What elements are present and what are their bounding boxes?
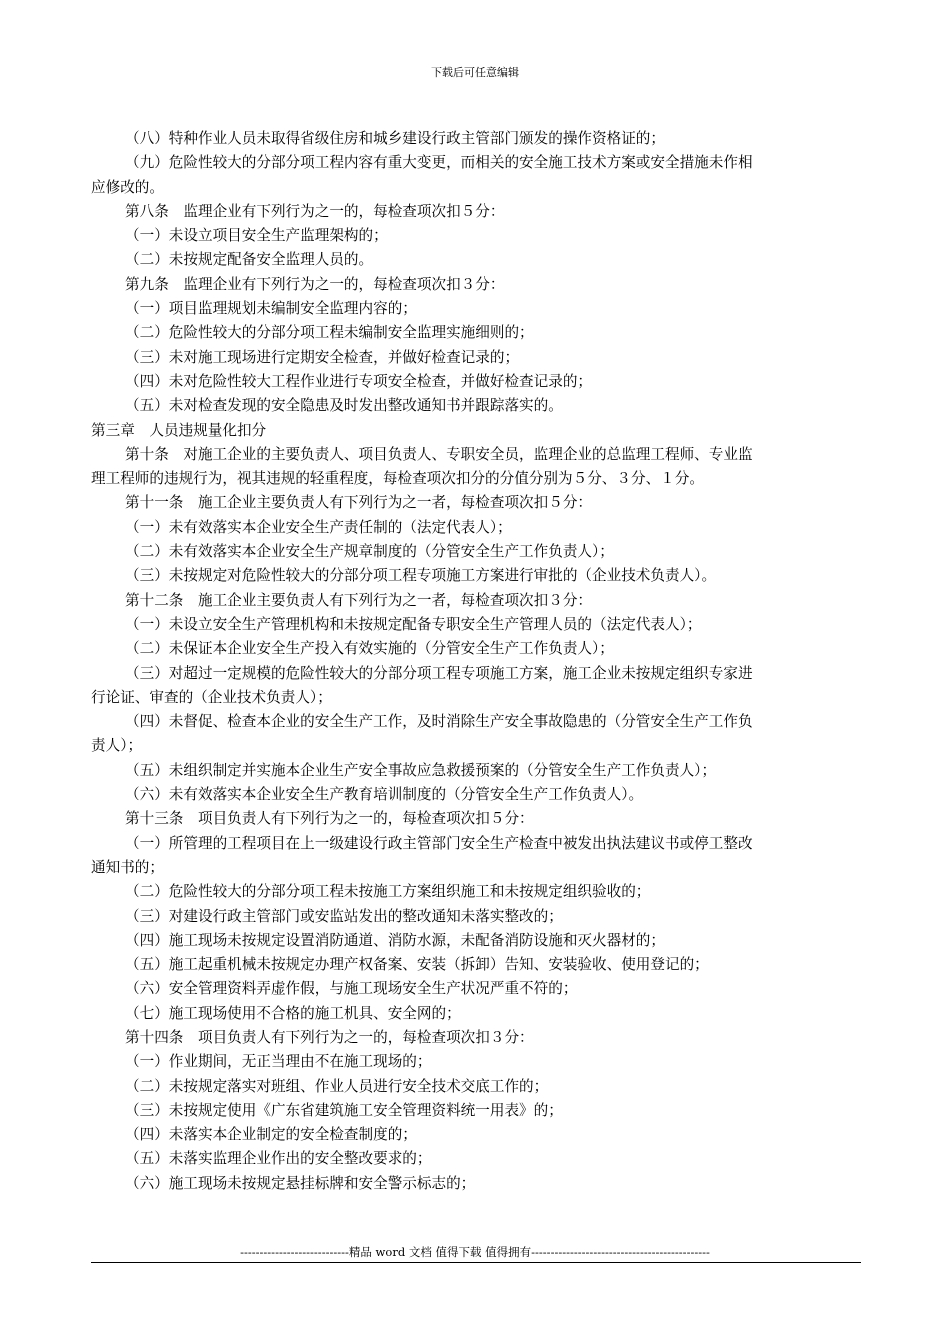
text-line: （二）危险性较大的分部分项工程未编制安全监理实施细则的； xyxy=(125,324,534,342)
text-line: 理工程师的违规行为，视其违规的轻重程度，每检查项次扣分的分值分别为５分、３分、１分。 xyxy=(91,470,704,488)
text-line: 第十二条 施工企业主要负责人有下列行为之一者，每检查项次扣３分： xyxy=(125,591,593,609)
text-line: 通知书的； xyxy=(91,858,164,876)
text-line: （八）特种作业人员未取得省级住房和城乡建设行政主管部门颁发的操作资格证的； xyxy=(125,130,665,147)
text-line: （七）施工现场使用不合格的施工机具、安全网的； xyxy=(125,1004,461,1022)
text-line: （四）未对危险性较大工程作业进行专项安全检查，并做好检查记录的； xyxy=(125,372,593,390)
text-line: （五）未落实监理企业作出的安全整改要求的； xyxy=(125,1150,432,1168)
text-line: （一）作业期间，无正当理由不在施工现场的； xyxy=(125,1053,432,1071)
text-line: 第十一条 施工企业主要负责人有下列行为之一者，每检查项次扣５分： xyxy=(125,494,593,512)
text-line: （一）未有效落实本企业安全生产责任制的（法定代表人）； xyxy=(125,518,512,536)
text-line: 第九条 监理企业有下列行为之一的，每检查项次扣３分： xyxy=(125,275,505,293)
text-line: 第十四条 项目负责人有下列行为之一的，每检查项次扣３分： xyxy=(125,1028,534,1046)
text-line: （一）未设立项目安全生产监理架构的； xyxy=(125,227,388,245)
text-line: （九）危险性较大的分部分项工程内容有重大变更，而相关的安全施工技术方案或安全措施未作相 xyxy=(125,154,753,172)
text-line: （三）对超过一定规模的危险性较大的分部分项工程专项施工方案，施工企业未按规定组织专家进 xyxy=(125,664,753,682)
text-line: （一）所管理的工程项目在上一级建设行政主管部门安全生产检查中被发出执法建议书或停工整改 xyxy=(125,834,753,852)
text-line: 行论证、审查的（企业技术负责人）； xyxy=(91,688,332,706)
text-line: （四）未落实本企业制定的安全检查制度的； xyxy=(125,1126,417,1144)
text-line: （六）施工现场未按规定悬挂标牌和安全警示标志的； xyxy=(125,1174,476,1192)
document-body xyxy=(91,127,861,1196)
text-line: （四）施工现场未按规定设置消防通道、消防水源，未配备消防设施和灭火器材的； xyxy=(125,931,665,949)
text-line: 第十条 对施工企业的主要负责人、项目负责人、专职安全员，监理企业的总监理工程师、专业监 xyxy=(125,445,753,463)
text-line: （六）安全管理资料弄虚作假，与施工现场安全生产状况严重不符的； xyxy=(125,980,578,998)
text-line: （四）未督促、检查本企业的安全生产工作，及时消除生产安全事故隐患的（分管安全生产工作负 xyxy=(125,713,753,731)
text-line: （一）未设立安全生产管理机构和未按规定配备专职安全生产管理人员的（法定代表人）； xyxy=(125,615,702,633)
text-line: （五）未组织制定并实施本企业生产安全事故应急救援预案的（分管安全生产工作负责人）； xyxy=(125,761,717,779)
text-line: （一）项目监理规划未编制安全监理内容的； xyxy=(125,300,417,318)
page-footer: ----------------------------精品 word 文档 值得下载 值得拥有---------------------------------------------- xyxy=(240,1245,710,1259)
text-line: 第三章 人员违规量化扣分 xyxy=(91,421,267,439)
footer-divider xyxy=(91,1262,861,1263)
text-line: （五）施工起重机械未按规定办理产权备案、安装（拆卸）告知、安装验收、使用登记的； xyxy=(125,956,709,974)
text-line: 第十三条 项目负责人有下列行为之一的，每检查项次扣５分： xyxy=(125,810,534,828)
text-line: （三）未按规定对危险性较大的分部分项工程专项施工方案进行审批的（企业技术负责人）。 xyxy=(125,567,717,585)
text-line: （二）危险性较大的分部分项工程未按施工方案组织施工和未按规定组织验收的； xyxy=(125,883,651,901)
page-header: 下载后可任意编辑 xyxy=(431,66,519,79)
text-line: （二）未按规定配备安全监理人员的。 xyxy=(125,251,374,269)
text-line: 责人）； xyxy=(91,737,143,755)
text-line: （三）未按规定使用《广东省建筑施工安全管理资料统一用表》的； xyxy=(125,1101,563,1119)
text-line: 应修改的。 xyxy=(91,178,164,196)
text-line: （三）未对施工现场进行定期安全检查，并做好检查记录的； xyxy=(125,348,520,366)
text-line: （二）未按规定落实对班组、作业人员进行安全技术交底工作的； xyxy=(125,1077,549,1095)
text-line: （三）对建设行政主管部门或安监站发出的整改通知未落实整改的； xyxy=(125,907,563,925)
text-line: （五）未对检查发现的安全隐患及时发出整改通知书并跟踪落实的。 xyxy=(125,397,563,415)
text-line: （二）未保证本企业安全生产投入有效实施的（分管安全生产工作负责人）； xyxy=(125,640,614,658)
text-line: 第八条 监理企业有下列行为之一的，每检查项次扣５分： xyxy=(125,202,505,220)
text-line: （六）未有效落实本企业安全生产教育培训制度的（分管安全生产工作负责人）。 xyxy=(125,786,644,804)
text-line: （二）未有效落实本企业安全生产规章制度的（分管安全生产工作负责人）； xyxy=(125,543,614,561)
